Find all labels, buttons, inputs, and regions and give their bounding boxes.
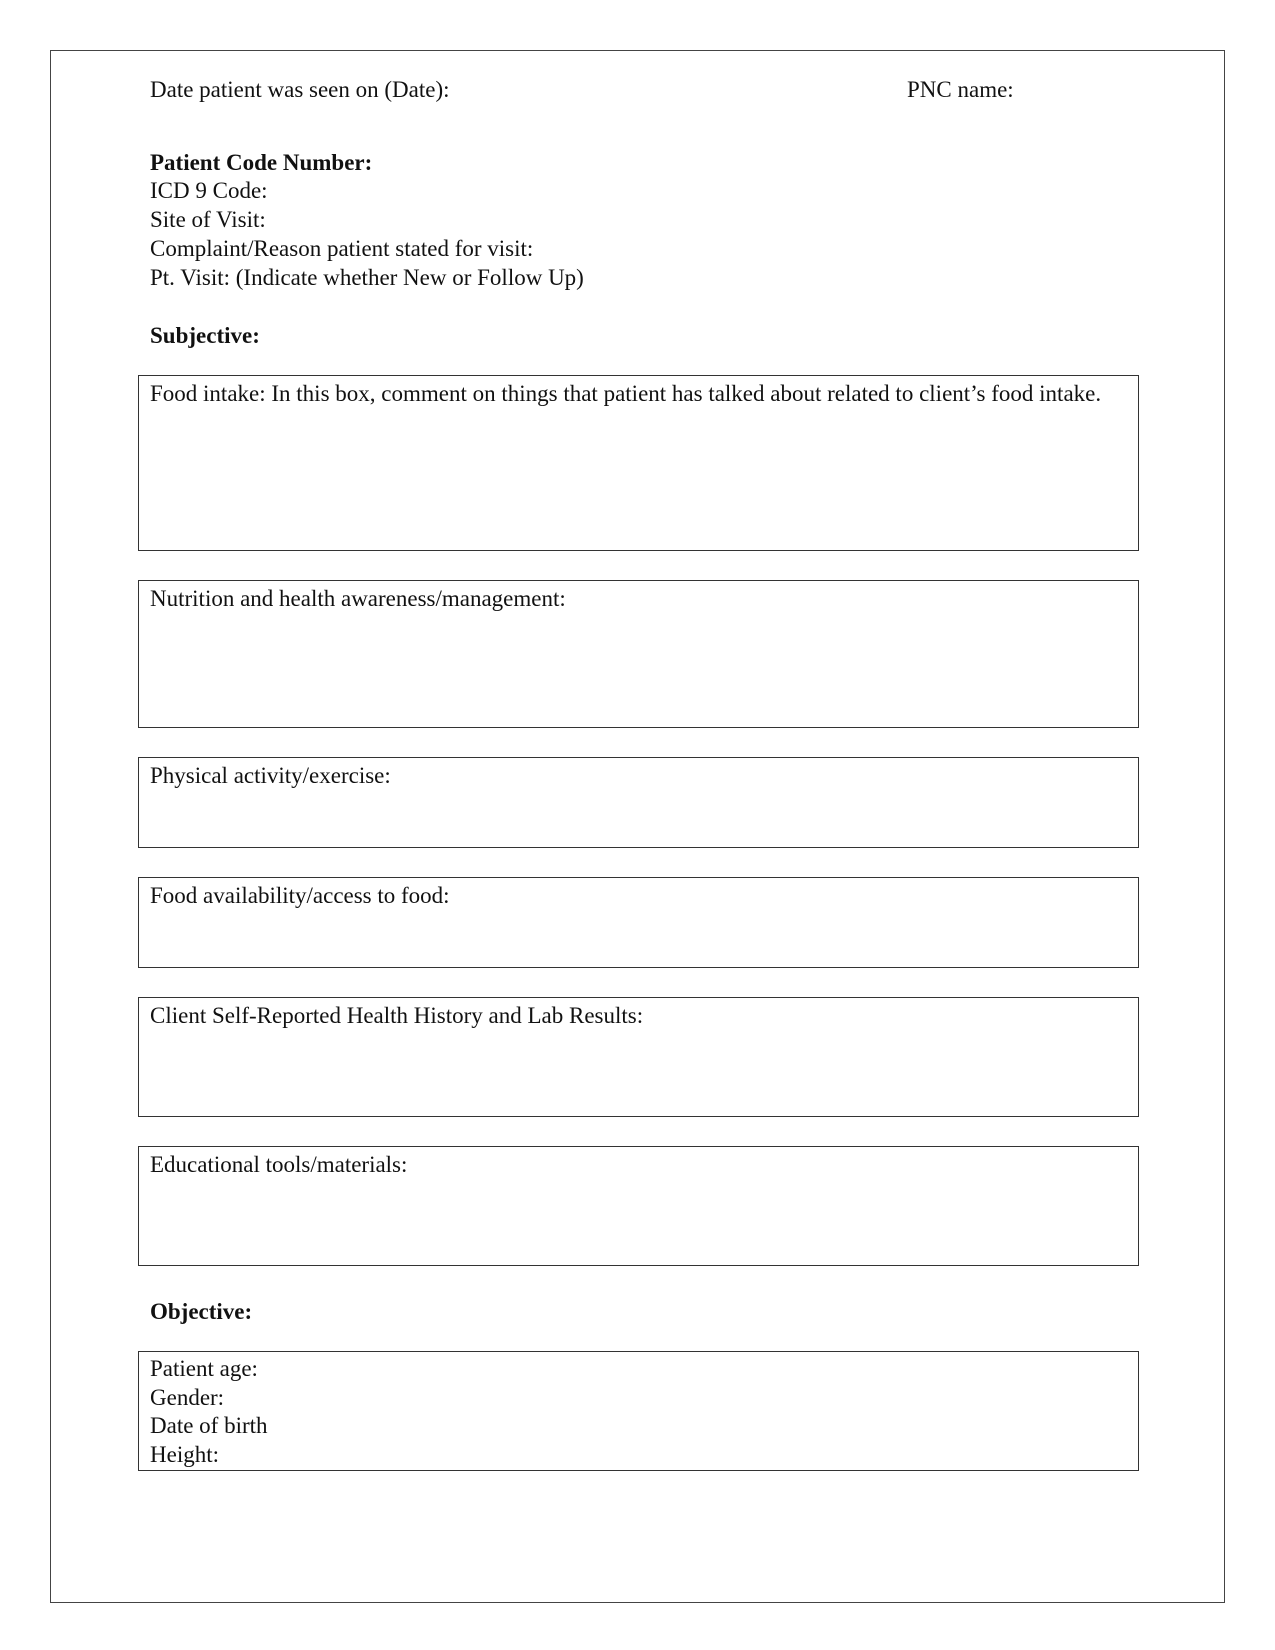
date-of-birth-label: Date of birth bbox=[150, 1413, 268, 1438]
patient-age-label: Patient age: bbox=[150, 1356, 258, 1381]
icd9-code-label: ICD 9 Code: bbox=[150, 178, 268, 203]
physical-activity-label: Physical activity/exercise: bbox=[150, 763, 391, 788]
health-history-label: Client Self-Reported Health History and Lab Results: bbox=[150, 1003, 644, 1028]
educational-tools-box[interactable] bbox=[138, 1146, 1139, 1266]
visit-type-label: Pt. Visit: (Indicate whether New or Follow Up) bbox=[150, 265, 584, 290]
height-label: Height: bbox=[150, 1441, 219, 1467]
food-intake-box[interactable] bbox=[138, 375, 1139, 551]
food-availability-label: Food availability/access to food: bbox=[150, 883, 450, 908]
food-availability-box[interactable] bbox=[138, 877, 1139, 968]
site-of-visit-label: Site of Visit: bbox=[150, 207, 266, 232]
subjective-heading: Subjective: bbox=[150, 323, 260, 348]
gender-label: Gender: bbox=[150, 1384, 225, 1410]
objective-heading: Objective: bbox=[150, 1299, 253, 1324]
objective-box[interactable] bbox=[138, 1351, 1139, 1471]
complaint-label: Complaint/Reason patient stated for visit: bbox=[150, 236, 534, 261]
nutrition-awareness-label: Nutrition and health awareness/management: bbox=[150, 586, 566, 611]
nutrition-awareness-box[interactable] bbox=[138, 580, 1139, 728]
physical-activity-box[interactable] bbox=[138, 757, 1139, 848]
date-seen-label: Date patient was seen on (Date): bbox=[150, 77, 450, 102]
educational-tools-label: Educational tools/materials: bbox=[150, 1152, 408, 1177]
food-intake-label: Food intake: In this box, comment on things that patient has talked about related to client’s food intake. bbox=[150, 381, 1102, 406]
patient-code-label: Patient Code Number: bbox=[150, 150, 373, 175]
pnc-name-label: PNC name: bbox=[907, 77, 1014, 102]
health-history-box[interactable] bbox=[138, 997, 1139, 1117]
